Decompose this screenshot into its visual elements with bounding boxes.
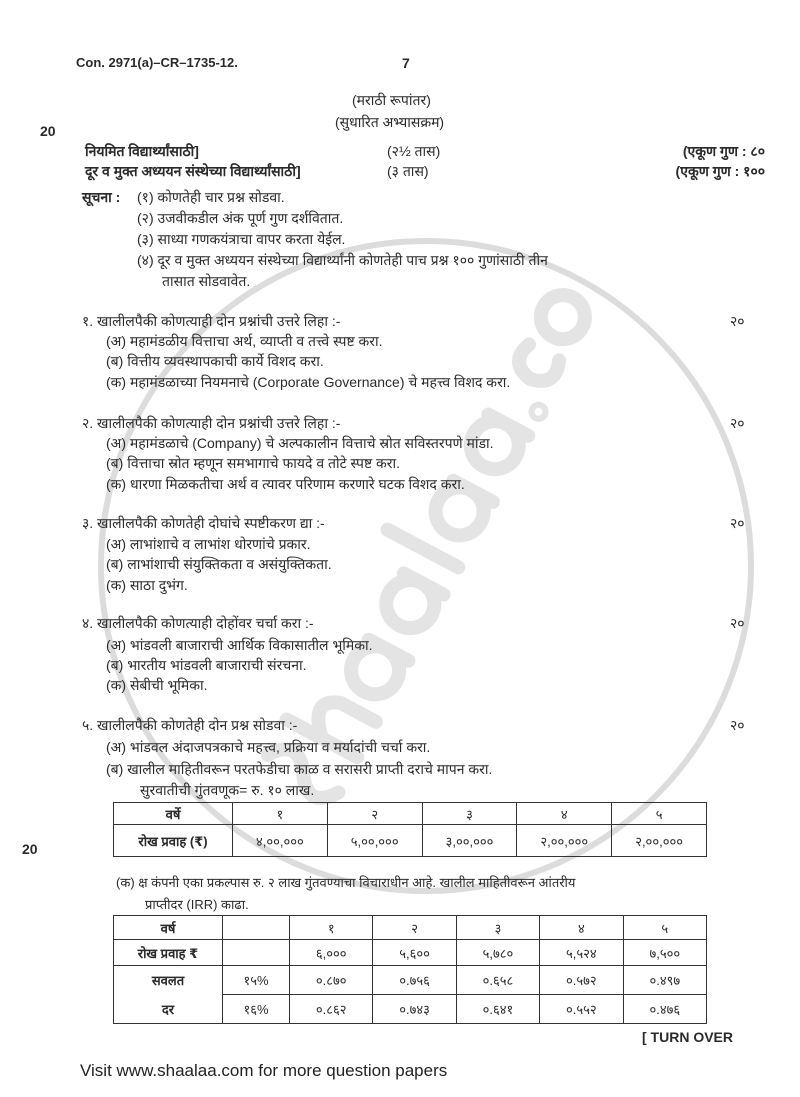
turn-over-label: [ TURN OVER [642,1029,733,1045]
question-part: (अ) महामंडळीय वित्ताचा अर्थ, व्याप्ती व तत्त्वे स्पष्ट करा. [106,333,383,349]
question-1-marks: २० [730,313,745,329]
instruction-item: (३) साध्या गणकयंत्राचा वापर करता येईल. [137,231,346,247]
table-cell: ५ [623,916,706,940]
question-part: (क) धारणा मिळकतीचा अर्थ व त्यावर परिणाम करणारे घटक विशद करा. [106,476,465,492]
table-cell: ०.८७० [290,966,373,995]
question-part: (ब) वित्तीय व्यवस्थापकाची कार्ये विशद करा. [106,353,324,369]
table-cell: १६% [223,995,290,1024]
table-cell: ३ [456,916,539,940]
audience-distance: दूर व मुक्त अध्ययन संस्थेच्या विद्यार्थ्यांसाठी] [85,163,301,179]
table-cell: रोख प्रवाह (₹) [114,825,233,857]
table-cell: २ [373,916,456,940]
question-2-marks: २० [730,415,745,431]
instruction-item: (१) कोणतेही चार प्रश्न सोडवा. [137,189,285,205]
table-header-row [114,916,707,940]
question-part: (ब) खालील माहितीवरून परतफेडीचा काळ व सरासरी प्राप्ती दराचे मापन करा. [106,761,493,777]
question-part: (अ) भांडवल अंदाजपत्रकाचे महत्त्व, प्रक्रिया व मर्यादांची चर्चा करा. [106,739,431,755]
initial-investment: सुरवातीची गुंतवणूक= रु. १० लाख. [140,782,315,798]
table-cell: ४ [517,803,612,825]
table-cell: ०.४७६ [623,995,706,1024]
table-cell [223,940,290,966]
table-row [114,825,707,857]
question-part: (क) सेबीची भूमिका. [106,677,208,693]
table-cell: ३ [422,803,517,825]
question-5-marks: २० [730,717,745,733]
table-cell [223,916,290,940]
question-part: (अ) लाभांशाचे व लाभांश धोरणांचे प्रकार. [106,536,311,552]
instruction-item: (४) दूर व मुक्त अध्ययन संस्थेच्या विद्यार्थ्यांनी कोणतेही पाच प्रश्न १०० गुणांसाठी तीन [137,252,548,268]
question-1-title: १. खालीलपैकी कोणत्याही दोन प्रश्नांची उत्तरे लिहा :- [82,313,341,329]
table-cell: २ [327,803,422,825]
question-part: (ब) वित्ताचा स्रोत म्हणून समभागाचे फायदे व तोटे स्पष्ट करा. [106,455,401,471]
meta-row-regular [85,142,765,160]
question-5-title: ५. खालीलपैकी कोणतेही दोन प्रश्न सोडवा :- [82,717,298,733]
question-5c-text-cont: प्राप्तीदर (IRR) काढा. [145,897,249,912]
instruction-item: तासात सोडवावेत. [162,273,251,289]
table-cell: २,००,००० [517,825,612,857]
table-cell: ०.६४१ [456,995,539,1024]
question-4-marks: २० [730,615,745,631]
cash-flow-table [113,802,707,857]
table-cell: १ [233,803,328,825]
table-cell: वर्षे [114,803,233,825]
question-part: (अ) महामंडळाचे (Company) चे अल्पकालीन वित्ताचे स्रोत सविस्तरपणे मांडा. [106,435,494,451]
table-cell: ५ [612,803,707,825]
table-cell: ४,००,००० [233,825,328,857]
meta-row-distance [85,162,765,180]
question-4-title: ४. खालीलपैकी कोणत्याही दोहोंवर चर्चा करा :- [82,615,314,631]
question-part: (क) महामंडळाच्या नियमनाचे (Corporate Governance) चे महत्त्व विशद करा. [106,374,511,390]
footer-link[interactable]: Visit www.shaalaa.com for more question papers [80,1061,448,1080]
table-cell: ०.७४३ [373,995,456,1024]
question-part: (ब) लाभांशाची संयुक्तिकता व असंयुक्तिकता. [106,556,332,572]
table-cell: ५,००,००० [327,825,422,857]
table-cell: ५,७८० [456,940,539,966]
table-cell: ५,६०० [373,940,456,966]
time-distance: (३ तास) [387,163,429,179]
table-cell: ०.८६२ [290,995,373,1024]
table-cell: ०.६५८ [456,966,539,995]
table-header-row [114,803,707,825]
title-line-1: (मराठी रूपांतर) [352,92,431,108]
audience-regular: नियमित विद्यार्थ्यांसाठी] [85,143,199,159]
table-cell: ६,००० [290,940,373,966]
instructions-label: सूचना : [82,189,121,205]
margin-mark: 20 [22,841,38,857]
table-cell: रोख प्रवाह ₹ [114,940,223,966]
table-row [114,995,707,1024]
table-cell: ४ [540,916,623,940]
table-cell: ०.५५२ [540,995,623,1024]
question-3-title: ३. खालीलपैकी कोणतेही दोघांचे स्पष्टीकरण द्या :- [82,515,325,531]
marks-regular: (एकूण गुण : ८० [682,143,765,159]
irr-table [113,915,707,1024]
table-cell: ०.५७२ [540,966,623,995]
margin-mark: 20 [40,123,56,139]
table-cell: २,००,००० [612,825,707,857]
time-regular: (२½ तास) [387,143,441,159]
table-cell: ०.४९७ [623,966,706,995]
question-3-marks: २० [730,515,745,531]
instruction-item: (२) उजवीकडील अंक पूर्ण गुण दर्शवितात. [137,210,344,226]
question-2-title: २. खालीलपैकी कोणत्याही दोन प्रश्नांची उत्तरे लिहा :- [82,415,341,431]
question-part: (क) साठा दुभंग. [106,577,188,593]
table-cell: १ [290,916,373,940]
table-cell: १५% [223,966,290,995]
question-part: (अ) भांडवली बाजाराची आर्थिक विकासातील भूमिका. [106,637,373,653]
table-cell: ३,००,००० [422,825,517,857]
table-row [114,966,707,995]
page-number: 7 [402,55,410,71]
question-5c-text: (क) क्ष कंपनी एका प्रकल्पास रु. २ लाख गुंतवण्याचा विचाराधीन आहे. खालील माहितीवरून आंतरीय [116,875,576,890]
question-part: (ब) भारतीय भांडवली बाजाराची संरचना. [106,657,307,673]
table-cell: दर [114,995,223,1024]
table-cell: ०.७५६ [373,966,456,995]
table-row [114,940,707,966]
table-cell: ७,५०० [623,940,706,966]
paper-code: Con. 2971(a)–CR–1735-12. [76,55,238,70]
marks-distance: (एकूण गुण : १०० [675,163,765,179]
table-cell: ५,५२४ [540,940,623,966]
table-cell: सवलत [114,966,223,995]
title-line-2: (सुधारित अभ्यासक्रम) [335,114,445,130]
table-cell: वर्ष [114,916,223,940]
